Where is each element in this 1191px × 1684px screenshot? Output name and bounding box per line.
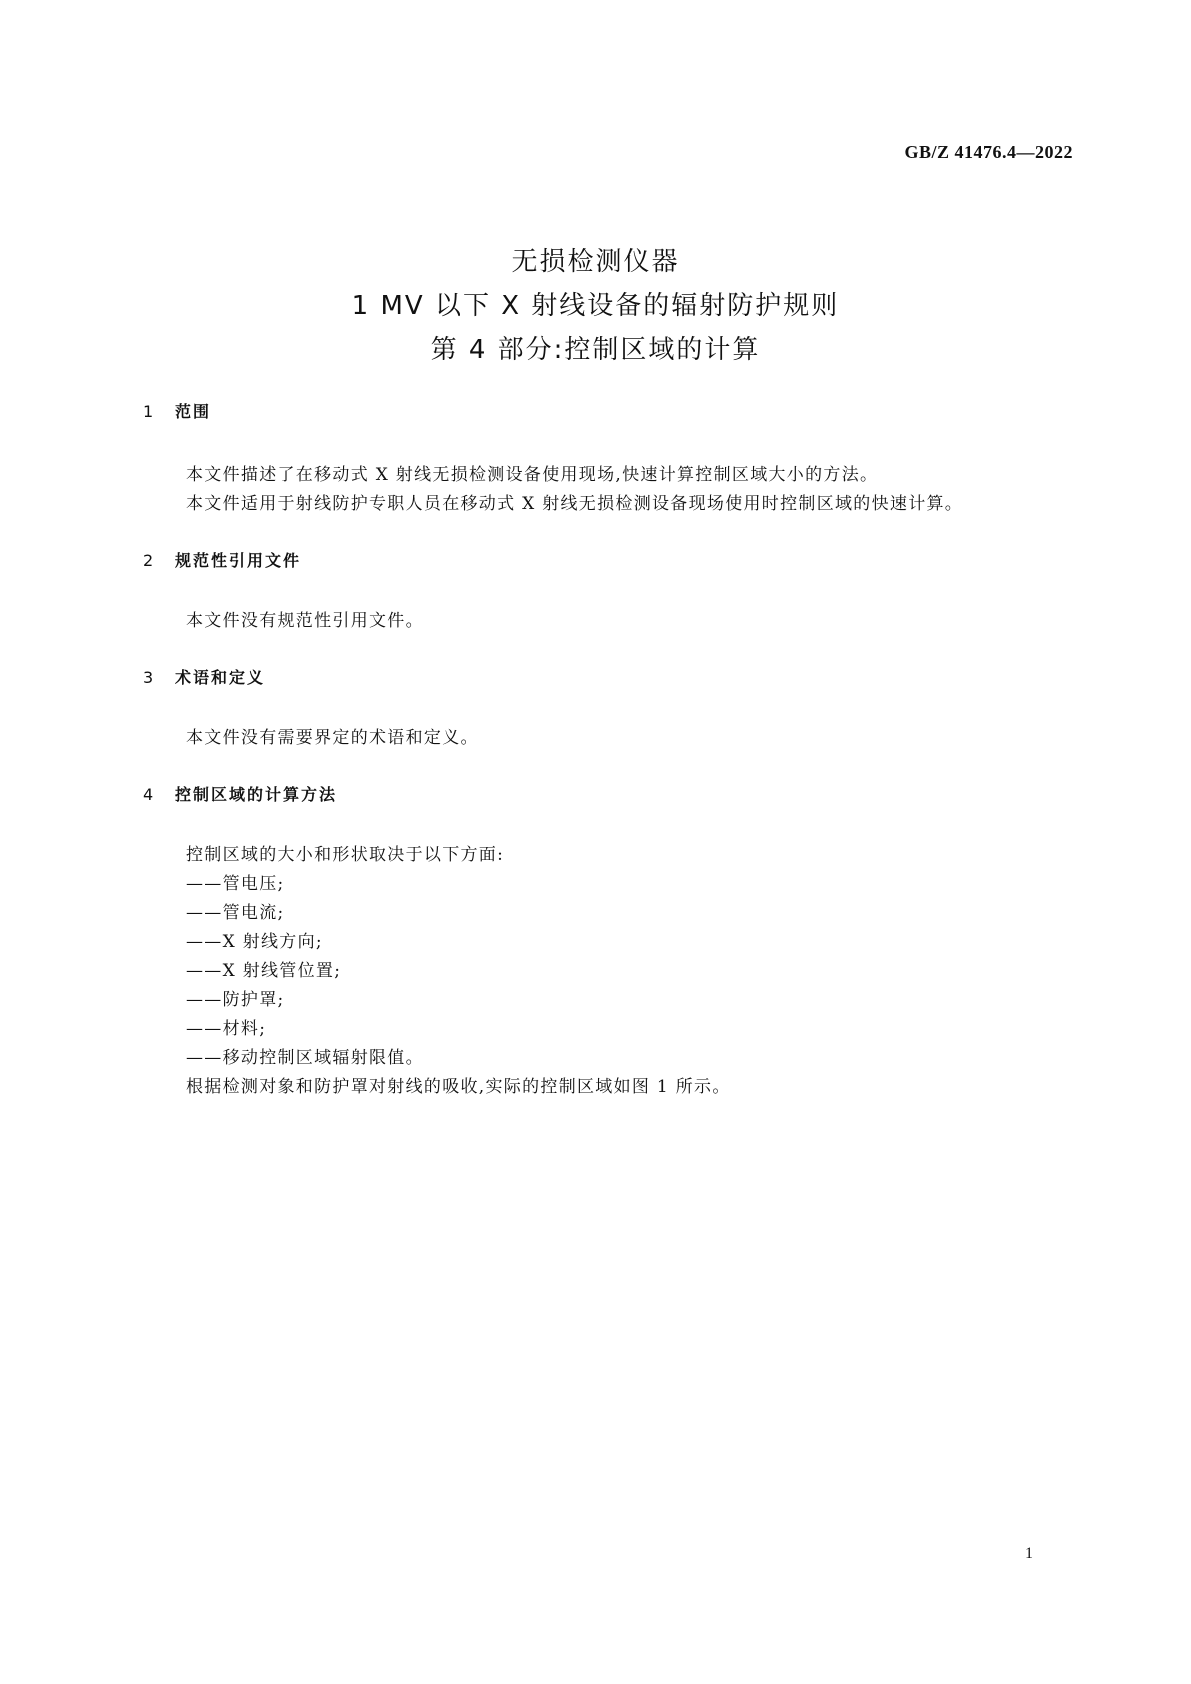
list-item: ——X 射线管位置; <box>186 961 342 981</box>
section-number: 1 <box>143 402 156 421</box>
section-3-heading <box>143 665 265 688</box>
section-title: 术语和定义 <box>175 668 266 687</box>
section-title: 控制区域的计算方法 <box>175 785 338 804</box>
section-3-paragraph-1: 本文件没有需要界定的术语和定义。 <box>186 728 479 748</box>
section-1-paragraph-2: 本文件适用于射线防护专职人员在移动式 X 射线无损检测设备现场使用时控制区域的快速计算。 <box>186 494 964 514</box>
page-number: 1 <box>1025 1545 1033 1562</box>
standard-code: GB/Z 41476.4—2022 <box>904 142 1073 162</box>
section-1-paragraph-1: 本文件描述了在移动式 X 射线无损检测设备使用现场,快速计算控制区域大小的方法。 <box>186 465 879 485</box>
section-number: 4 <box>143 785 156 804</box>
title-line-3: 第 4 部分:控制区域的计算 <box>430 335 761 365</box>
section-4-heading <box>143 782 337 805</box>
section-2-heading <box>143 548 301 571</box>
section-4-intro: 控制区域的大小和形状取决于以下方面: <box>186 845 505 865</box>
section-4-closing: 根据检测对象和防护罩对射线的吸收,实际的控制区域如图 1 所示。 <box>186 1077 731 1097</box>
list-item: ——管电压; <box>186 874 285 894</box>
section-1-heading <box>143 399 211 422</box>
section-title: 范围 <box>175 402 212 421</box>
section-number: 3 <box>143 668 156 687</box>
section-number: 2 <box>143 551 156 570</box>
list-item: ——材料; <box>186 1019 267 1039</box>
section-title: 规范性引用文件 <box>175 551 302 570</box>
document-title <box>0 240 1191 372</box>
list-item: ——移动控制区域辐射限值。 <box>186 1048 424 1068</box>
title-line-1: 无损检测仪器 <box>511 247 680 277</box>
list-item: ——X 射线方向; <box>186 932 323 952</box>
section-2-paragraph-1: 本文件没有规范性引用文件。 <box>186 611 424 631</box>
list-item: ——管电流; <box>186 903 285 923</box>
list-item: ——防护罩; <box>186 990 285 1010</box>
title-line-2: 1 MV 以下 X 射线设备的辐射防护规则 <box>351 291 840 321</box>
